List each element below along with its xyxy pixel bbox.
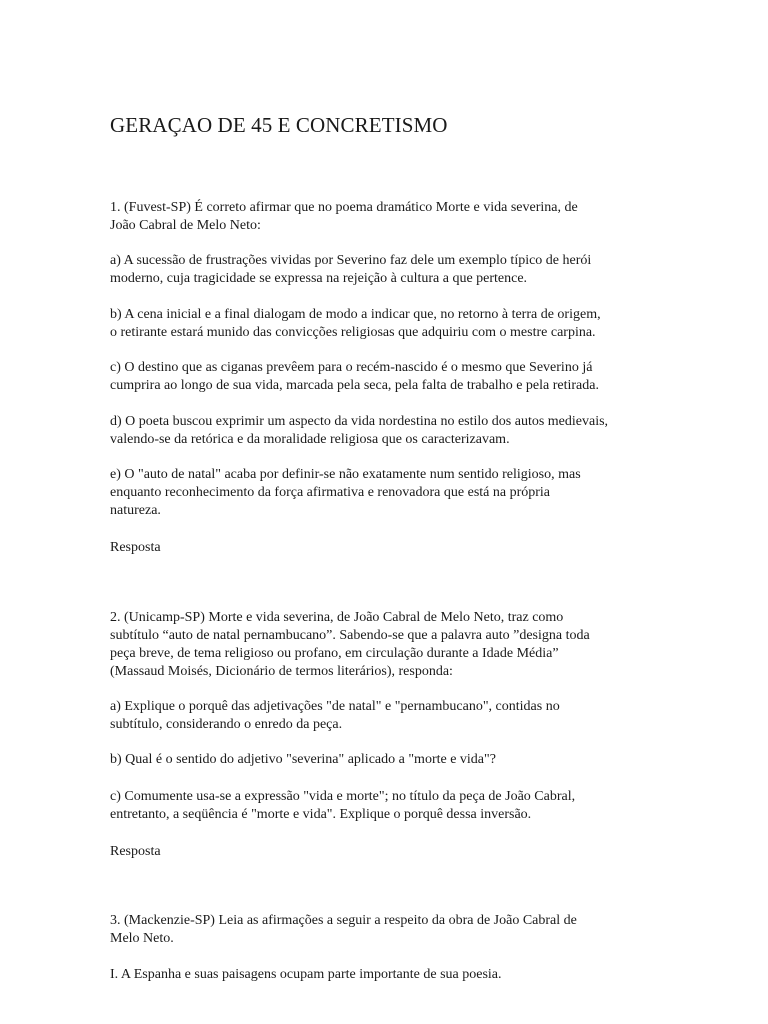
q1-option-b [110, 306, 710, 342]
document-title: GERAÇAO DE 45 E CONCRETISMO [110, 113, 448, 137]
q1-option-e-line: natureza. [110, 503, 161, 518]
q2-option-a [110, 698, 710, 734]
q1-stem-line: João Cabral de Melo Neto: [110, 218, 261, 233]
q2-option-b-line: b) Qual é o sentido do adjetivo "severina" aplicado a "morte e vida"? [110, 752, 496, 767]
q3-stem [110, 912, 710, 948]
q1-option-a-line: moderno, cuja tragicidade se expressa na rejeição à cultura a que pertence. [110, 271, 528, 286]
q2-option-a-line: a) Explique o porquê das adjetivações "de natal" e "pernambucano", contidas no [110, 699, 560, 714]
q1-option-d-line: valendo-se da retórica e da moralidade religiosa que os caracterizavam. [110, 432, 510, 447]
q2-stem-line: (Massaud Moisés, Dicionário de termos literários), responda: [110, 664, 453, 679]
q3-stem-line: 3. (Mackenzie-SP) Leia as afirmações a seguir a respeito da obra de João Cabral de [110, 913, 577, 928]
q1-option-e-line: enquanto reconhecimento da força afirmativa e renovadora que está na própria [110, 485, 551, 500]
q1-option-d [110, 413, 710, 449]
q2-stem-line: subtítulo “auto de natal pernambucano”. Sabendo-se que a palavra auto ”designa toda [110, 628, 590, 643]
q1-option-b-line: o retirante estará munido das convicções religiosas que adquiriu com o mestre carpina. [110, 325, 596, 340]
q1-stem-line: 1. (Fuvest-SP) É correto afirmar que no poema dramático Morte e vida severina, de [110, 200, 578, 215]
q1-option-e-line: e) O "auto de natal" acaba por definir-se não exatamente num sentido religioso, mas [110, 467, 581, 482]
q2-answer-label: Resposta [110, 844, 161, 859]
q1-answer-label: Resposta [110, 540, 161, 555]
q1-stem [110, 199, 710, 235]
q3-statement-i [110, 966, 710, 984]
q2-stem-line: peça breve, de tema religioso ou profano, em circulação durante a Idade Média” [110, 646, 559, 661]
q2-option-c [110, 788, 710, 824]
q2-stem-line: 2. (Unicamp-SP) Morte e vida severina, de João Cabral de Melo Neto, traz como [110, 610, 564, 625]
q1-option-d-line: d) O poeta buscou exprimir um aspecto da vida nordestina no estilo dos autos medievais, [110, 414, 609, 429]
q2-option-c-line: c) Comumente usa-se a expressão "vida e morte"; no título da peça de João Cabral, [110, 789, 576, 804]
q1-option-c-line: c) O destino que as ciganas prevêem para o recém-nascido é o mesmo que Severino já [110, 360, 593, 375]
q1-option-e [110, 466, 710, 520]
q1-option-a [110, 252, 710, 288]
q1-option-b-line: b) A cena inicial e a final dialogam de modo a indicar que, no retorno à terra de origem, [110, 307, 601, 322]
q1-option-a-line: a) A sucessão de frustrações vividas por Severino faz dele um exemplo típico de herói [110, 253, 592, 268]
q1-option-c-line: cumprira ao longo de sua vida, marcada pela seca, pela falta de trabalho e pela retirada. [110, 378, 599, 393]
q2-option-b [110, 751, 710, 769]
q2-stem [110, 609, 710, 681]
q2-option-c-line: entretanto, a seqüência é "morte e vida". Explique o porquê dessa inversão. [110, 807, 532, 822]
q3-stem-line: Melo Neto. [110, 931, 174, 946]
q2-option-a-line: subtítulo, considerando o enredo da peça. [110, 717, 343, 732]
q1-option-c [110, 359, 710, 395]
q3-statement-i-line: I. A Espanha e suas paisagens ocupam parte importante de sua poesia. [110, 967, 502, 982]
